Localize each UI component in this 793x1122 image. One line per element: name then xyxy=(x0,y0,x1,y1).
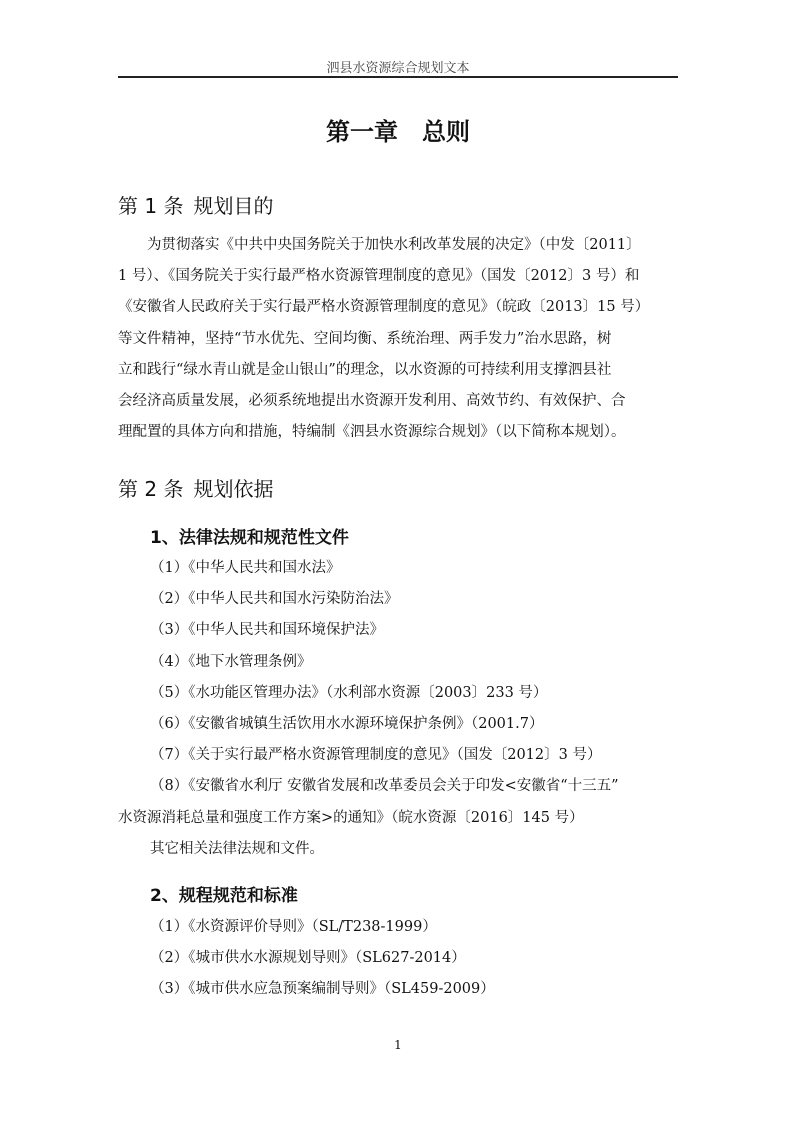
list-item: （2）《城市供水水源规划导则》（SL627-2014） xyxy=(150,950,466,967)
list-item: （2）《中华人民共和国水污染防治法》 xyxy=(150,591,399,608)
list-item: （1）《水资源评价导则》（SL/T238-1999） xyxy=(150,919,437,935)
header-rule xyxy=(118,76,678,78)
paragraph-line: 等文件精神，坚持“节水优先、空间均衡、系统治理、两手发力”治水思路，树 xyxy=(118,330,612,347)
list-item: （5）《水功能区管理办法》（水利部水资源〔2003〕233 号） xyxy=(150,684,548,701)
running-header: 泗县水资源综合规划文本 xyxy=(326,61,470,76)
list-item: （6）《安徽省城镇生活饮用水水源环境保护条例》（2001.7） xyxy=(150,715,544,732)
section-2-list xyxy=(150,912,678,1006)
article-1-title: 规划目的 xyxy=(193,194,274,218)
article-1-heading xyxy=(118,190,273,219)
paragraph-line: 1 号）、《国务院关于实行最严格水资源管理制度的意见》（国发〔2012〕3 号）和 xyxy=(118,268,640,285)
section-1-title: 1、法律法规和规范性文件 xyxy=(150,528,349,548)
article-2-number: 第 2 条 xyxy=(118,477,184,501)
paragraph-line: 会经济高质量发展，必须系统地提出水资源开发利用、高效节约、有效保护、合 xyxy=(118,393,626,410)
section-2-title: 2、规程规范和标准 xyxy=(150,886,298,906)
article-2-title: 规划依据 xyxy=(193,477,274,501)
paragraph-line: 《安徽省人民政府关于实行最严格水资源管理制度的意见》（皖政〔2013〕15 号） xyxy=(118,299,650,316)
section-1-list xyxy=(118,553,678,865)
article-2-heading xyxy=(118,473,273,502)
page-number: 1 xyxy=(394,1038,402,1052)
article-1-paragraph xyxy=(118,230,678,448)
list-item: （7）《关于实行最严格水资源管理制度的意见》（国发〔2012〕3 号） xyxy=(150,747,602,764)
article-1-number: 第 1 条 xyxy=(118,194,184,218)
list-item: （1）《中华人民共和国水法》 xyxy=(150,560,341,576)
list-item: （4）《地下水管理条例》 xyxy=(150,653,312,670)
list-item: （3）《城市供水应急预案编制导则》（SL459-2009） xyxy=(150,981,495,998)
list-item: （3）《中华人民共和国环境保护法》 xyxy=(150,622,384,639)
list-item-continuation: 水资源消耗总量和强度工作方案>的通知》（皖水资源〔2016〕145 号） xyxy=(118,809,584,826)
closing-text: 其它相关法律法规和文件。 xyxy=(150,840,324,857)
list-item: （8）《安徽省水利厅 安徽省发展和改革委员会关于印发<安徽省“十三五” xyxy=(150,778,619,795)
chapter-title: 第一章 总则 xyxy=(326,118,470,146)
paragraph-line: 立和践行“绿水青山就是金山银山”的理念，以水资源的可持续利用支撑泗县社 xyxy=(118,361,612,378)
paragraph-line: 理配置的具体方向和措施，特编制《泗县水资源综合规划》（以下简称本规划）。 xyxy=(118,424,626,441)
paragraph-line: 为贯彻落实《中共中央国务院关于加快水利改革发展的决定》（中发〔2011〕 xyxy=(118,237,641,253)
